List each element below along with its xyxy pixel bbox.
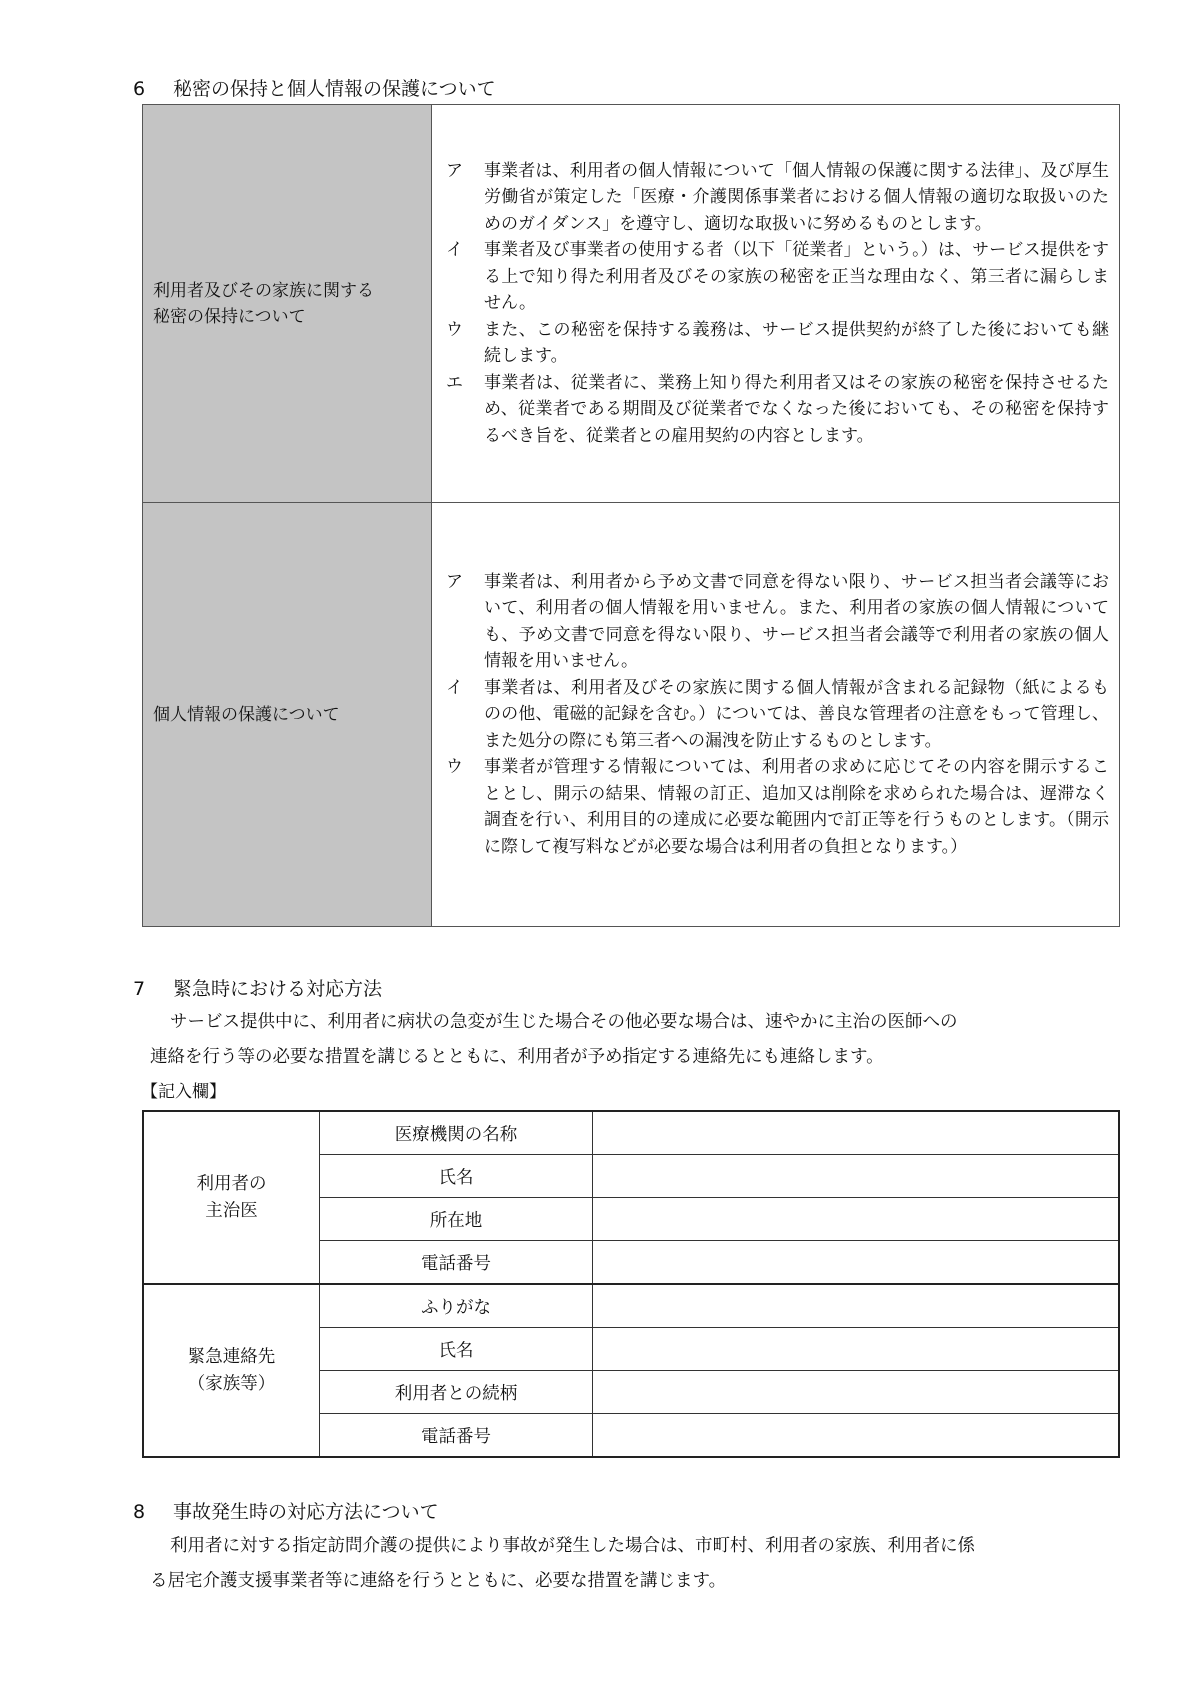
contact-name-field[interactable] xyxy=(593,1328,1120,1371)
relationship-field[interactable] xyxy=(593,1371,1120,1414)
label-line: （家族等） xyxy=(187,1373,276,1394)
furigana-field[interactable] xyxy=(593,1284,1120,1328)
section8-text-line1: 利用者に対する指定訪問介護の提供により事故が発生した場合は、市町村、利用者の家族、利用者に係 xyxy=(170,1536,975,1556)
item-text: 事業者は、利用者から予め文書で同意を得ない限り、サービス担当者会議等において、利用者の個人情報を用いません。また、利用者の家族の個人情報についても、予め文書で同意を得ない限り、サービス担当者会議等で利用者の家族の個人情報を用いません。 xyxy=(484,571,1109,672)
privacy-items xyxy=(432,503,1120,927)
field-label-address: 所在地 xyxy=(320,1198,593,1241)
label-line: 緊急連絡先 xyxy=(187,1346,276,1367)
field-label-furigana: ふりがな xyxy=(320,1284,593,1328)
list-item xyxy=(442,569,1109,675)
section6-number: 6 xyxy=(133,78,146,100)
confidentiality-label xyxy=(143,105,432,503)
section7-number: 7 xyxy=(133,978,146,1000)
item-text: 事業者は、利用者及びその家族に関する個人情報が含まれる記録物（紙によるものの他、電磁的記録を含む。）については、善良な管理者の注意をもって管理し、また処分の際にも第三者への漏洩を防止するものとします。 xyxy=(484,677,1109,751)
privacy-label xyxy=(143,503,432,927)
list-item xyxy=(442,317,1109,370)
item-key: イ xyxy=(446,677,463,698)
section6-heading xyxy=(133,74,496,101)
confidentiality-table xyxy=(142,104,1120,927)
section6-title: 秘密の保持と個人情報の保護について xyxy=(173,78,496,100)
institution-name-field[interactable] xyxy=(593,1111,1120,1155)
field-label-institution: 医療機関の名称 xyxy=(320,1111,593,1155)
field-label-relationship: 利用者との続柄 xyxy=(320,1371,593,1414)
label-line: 利用者及びその家族に関する xyxy=(153,280,374,301)
address-field[interactable] xyxy=(593,1198,1120,1241)
emergency-contact-form xyxy=(142,1110,1120,1458)
item-key: エ xyxy=(446,372,463,393)
section7-heading xyxy=(133,974,382,1001)
privacy-row xyxy=(143,503,1120,927)
label-line: 秘密の保持について xyxy=(153,306,306,327)
section8-heading xyxy=(133,1497,439,1524)
emergency-contact-group-label xyxy=(143,1284,320,1457)
item-key: イ xyxy=(446,240,463,261)
field-label-name: 氏名 xyxy=(320,1155,593,1198)
label-line: 利用者の xyxy=(196,1173,267,1194)
item-key: ウ xyxy=(446,319,463,340)
list-item xyxy=(442,754,1109,860)
item-text: 事業者及び事業者の使用する者（以下「従業者」という。）は、サービス提供をする上で知り得た利用者及びその家族の秘密を正当な理由なく、第三者に漏らしません。 xyxy=(484,240,1109,314)
list-item xyxy=(442,675,1109,755)
section7-text-line2: 連絡を行う等の必要な措置を講じるとともに、利用者が予め指定する連絡先にも連絡します。 xyxy=(150,1047,884,1067)
section7-title: 緊急時における対応方法 xyxy=(173,978,383,1000)
field-label-phone: 電話番号 xyxy=(320,1241,593,1285)
list-item xyxy=(442,158,1109,238)
confidentiality-row xyxy=(143,105,1120,503)
list-item xyxy=(442,237,1109,317)
item-key: ウ xyxy=(446,757,463,778)
item-text: また、この秘密を保持する義務は、サービス提供契約が終了した後においても継続します。 xyxy=(484,319,1109,367)
form-row xyxy=(143,1284,1119,1328)
item-key: ア xyxy=(446,160,463,181)
field-label-name: 氏名 xyxy=(320,1328,593,1371)
item-text: 事業者が管理する情報については、利用者の求めに応じてその内容を開示することとし、開示の結果、情報の訂正、追加又は削除を求められた場合は、遅滞なく調査を行い、利用目的の達成に必要な範囲内で訂正等を行うものとします。（開示に際して複写料などが必要な場合は利用者の負担となります。） xyxy=(484,757,1109,857)
item-text: 事業者は、従業者に、業務上知り得た利用者又はその家族の秘密を保持させるため、従業者である期間及び従業者でなくなった後においても、その秘密を保持するべき旨を、従業者との雇用契約の内容とします。 xyxy=(484,372,1109,446)
item-key: ア xyxy=(446,571,463,592)
section8-title: 事故発生時の対応方法について xyxy=(173,1501,439,1523)
doctor-phone-field[interactable] xyxy=(593,1241,1120,1285)
label-line: 個人情報の保護について xyxy=(153,704,340,725)
section8-text-line2: る居宅介護支援事業者等に連絡を行うとともに、必要な措置を講じます。 xyxy=(150,1571,727,1591)
confidentiality-items xyxy=(432,105,1120,503)
section8-number: 8 xyxy=(133,1501,146,1523)
doctor-name-field[interactable] xyxy=(593,1155,1120,1198)
contact-phone-field[interactable] xyxy=(593,1414,1120,1458)
form-caption: 【記入欄】 xyxy=(141,1082,226,1102)
field-label-phone: 電話番号 xyxy=(320,1414,593,1458)
primary-doctor-group-label xyxy=(143,1111,320,1284)
form-row xyxy=(143,1111,1119,1155)
list-item xyxy=(442,370,1109,450)
section7-text-line1: サービス提供中に、利用者に病状の急変が生じた場合その他必要な場合は、速やかに主治の医師への xyxy=(170,1012,958,1032)
label-line: 主治医 xyxy=(205,1200,258,1221)
item-text: 事業者は、利用者の個人情報について「個人情報の保護に関する法律」、及び厚生労働省が策定した「医療・介護関係事業者における個人情報の適切な取扱いのためのガイダンス」を遵守し、適切な取扱いに努めるものとします。 xyxy=(484,160,1109,234)
